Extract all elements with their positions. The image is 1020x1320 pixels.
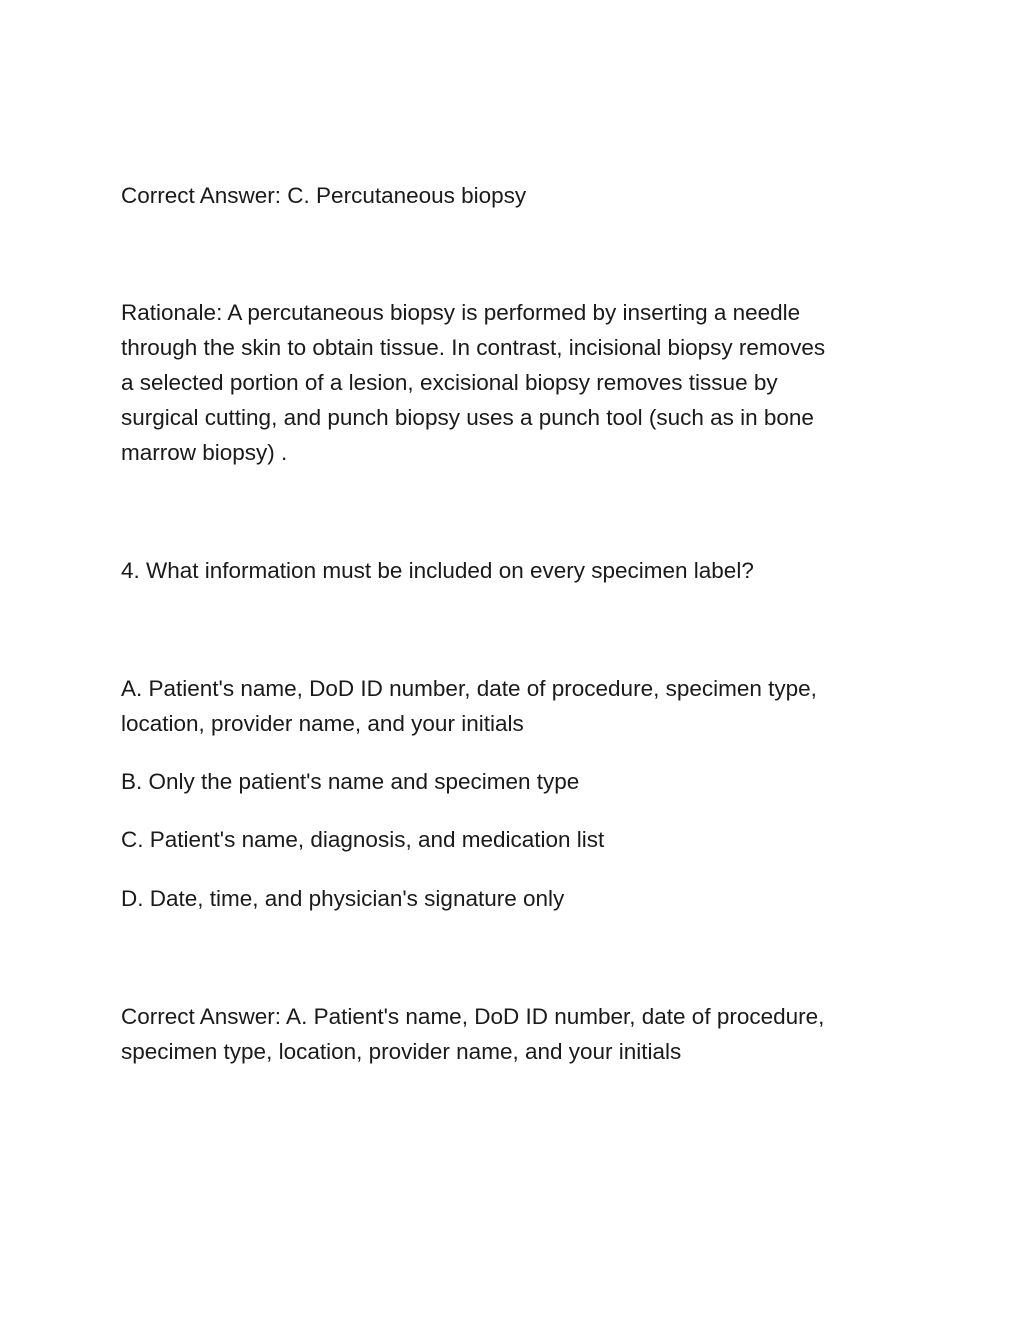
text-line: C. Patient's name, diagnosis, and medication list bbox=[121, 827, 605, 852]
option-d bbox=[121, 881, 911, 916]
rationale-paragraph bbox=[121, 295, 911, 470]
text-line: location, provider name, and your initials bbox=[121, 711, 524, 736]
text-line: Rationale: A percutaneous biopsy is performed by inserting a needle bbox=[121, 300, 801, 325]
text-line: Correct Answer: A. Patient's name, DoD ID number, date of procedure, bbox=[121, 1004, 825, 1029]
text-line: 4. What information must be included on every specimen label? bbox=[121, 558, 754, 583]
text-line: specimen type, location, provider name, and your initials bbox=[121, 1039, 682, 1064]
option-c bbox=[121, 822, 911, 857]
option-b bbox=[121, 764, 911, 799]
text-line: A. Patient's name, DoD ID number, date of procedure, specimen type, bbox=[121, 676, 817, 701]
text-line: through the skin to obtain tissue. In contrast, incisional biopsy removes bbox=[121, 335, 826, 360]
option-a bbox=[121, 671, 911, 741]
text-line: a selected portion of a lesion, excisional biopsy removes tissue by bbox=[121, 370, 778, 395]
correct-answer bbox=[121, 999, 911, 1069]
previous-correct-answer bbox=[121, 178, 911, 213]
text-line: D. Date, time, and physician's signature only bbox=[121, 886, 565, 911]
text-line: marrow biopsy) . bbox=[121, 440, 288, 465]
text-line: Correct Answer: C. Percutaneous biopsy bbox=[121, 183, 527, 208]
text-line: surgical cutting, and punch biopsy uses a punch tool (such as in bone bbox=[121, 405, 814, 430]
text-line: B. Only the patient's name and specimen type bbox=[121, 769, 580, 794]
question-text bbox=[121, 553, 911, 588]
